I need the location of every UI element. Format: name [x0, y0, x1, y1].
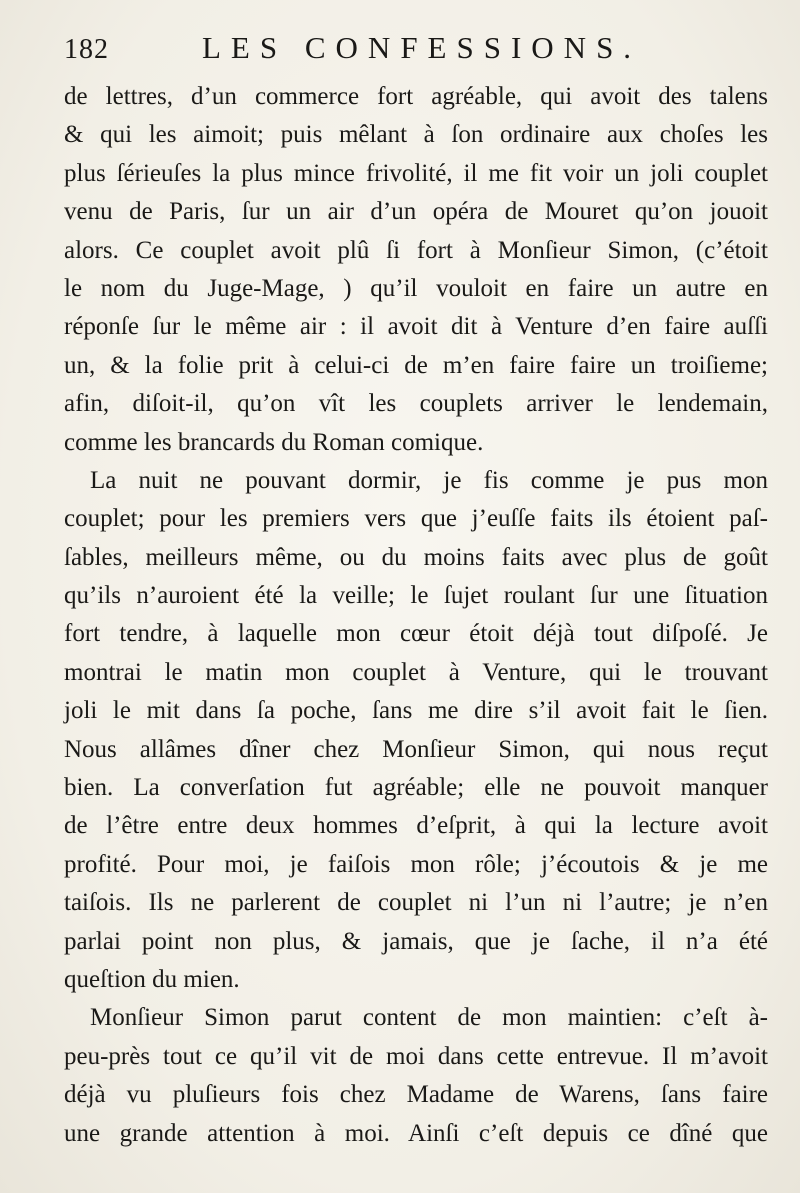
text-line: taiſois. Ils ne parlerent de couplet ni l’un ni l’autre; je n’en: [64, 889, 768, 917]
text-line: plus ſérieuſes la plus mince frivolité, il me fit voir un joli couplet: [64, 159, 768, 187]
text-line: bien. La converſation fut agréable; elle ne pouvoit manquer: [64, 774, 768, 802]
text-line: de l’être entre deux hommes d’eſprit, à qui la lecture avoit: [64, 812, 768, 840]
text-line: une grande attention à moi. Ainſi c’eſt depuis ce dîné que: [64, 1119, 768, 1147]
text-line: de lettres, d’un commerce fort agréable, qui avoit des talens: [64, 83, 768, 110]
text-line: couplet; pour les premiers vers que j’euſſe faits ils étoient paſ-: [64, 505, 768, 533]
text-line: ſables, meilleurs même, ou du moins faits avec plus de goût: [64, 543, 768, 571]
text-line: qu’ils n’auroient été la veille; le ſujet roulant ſur une ſituation: [64, 582, 768, 610]
text-line: Monſieur Simon parut content de mon maintien: c’eſt à-: [90, 1004, 768, 1032]
text-line: La nuit ne pouvant dormir, je fis comme je pus mon: [90, 466, 768, 494]
running-title: LES CONFESSIONS.: [202, 30, 642, 65]
body-text: [64, 78, 768, 1153]
text-line: queſtion du mien.: [64, 965, 240, 993]
text-line: déjà vu pluſieurs fois chez Madame de Warens, ſans faire: [64, 1081, 768, 1109]
page-number: 182: [64, 34, 109, 65]
text-line: afin, diſoit-il, qu’on vît les couplets arriver le lendemain,: [64, 390, 768, 418]
text-line: réponſe ſur le même air : il avoit dit à Venture d’en faire auſſi: [64, 313, 768, 341]
text-line: parlai point non plus, & jamais, que je ſache, il n’a été: [64, 927, 768, 955]
text-line: & qui les aimoit; puis mêlant à ſon ordinaire aux choſes les: [64, 121, 768, 149]
text-line: alors. Ce couplet avoit plû ſi fort à Monſieur Simon, (c’étoit: [64, 236, 768, 264]
text-line: le nom du Juge-Mage, ) qu’il vouloit en faire un autre en: [64, 274, 768, 302]
text-line: montrai le matin mon couplet à Venture, qui le trouvant: [64, 658, 768, 686]
text-line: peu-près tout ce qu’il vit de moi dans cette entrevue. Il m’avoit: [64, 1042, 768, 1070]
text-line: un, & la folie prit à celui-ci de m’en faire faire un troiſieme;: [64, 351, 768, 379]
text-line: Nous allâmes dîner chez Monſieur Simon, qui nous reçut: [64, 735, 768, 763]
text-line: comme les brancards du Roman comique.: [64, 428, 484, 456]
text-line: joli le mit dans ſa poche, ſans me dire s’il avoit fait le ſien.: [64, 697, 768, 725]
text-line: profité. Pour moi, je faiſois mon rôle; j’écoutois & je me: [64, 850, 768, 878]
page-header: [64, 28, 784, 72]
text-line: fort tendre, à laquelle mon cœur étoit déjà tout diſpoſé. Je: [64, 620, 768, 648]
text-line: venu de Paris, ſur un air d’un opéra de Mouret qu’on jouoit: [64, 198, 768, 226]
